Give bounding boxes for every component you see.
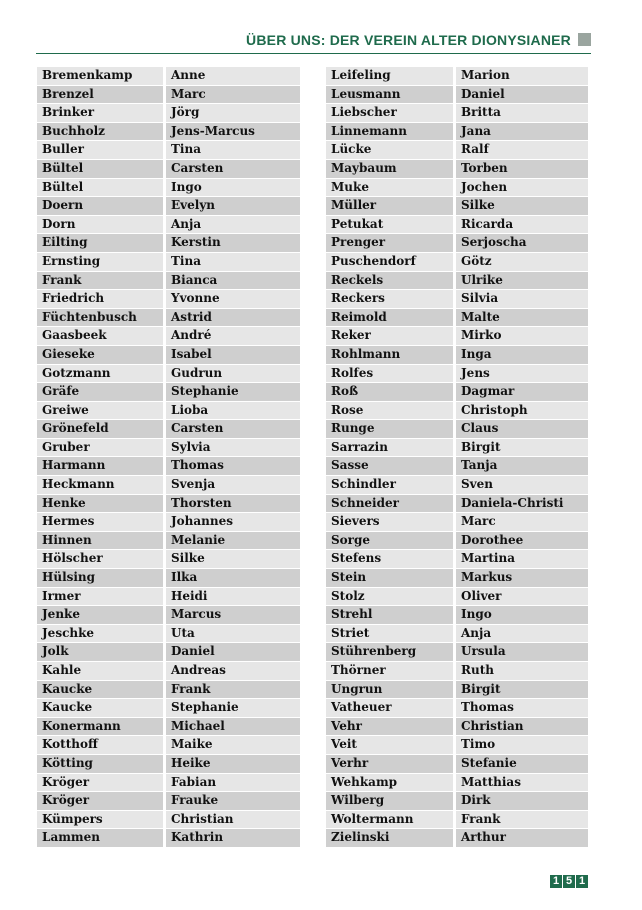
member-row [37,365,300,384]
member-first-name: Bianca [166,272,300,290]
member-row [37,755,300,774]
member-row [37,550,300,569]
member-row [37,513,300,532]
member-row [37,829,300,848]
member-first-name: Stephanie [166,699,300,717]
member-last-name: Buchholz [37,123,163,141]
member-row [326,606,588,625]
member-row [37,495,300,514]
member-row [37,402,300,421]
member-last-name: Muke [326,179,453,197]
member-last-name: Hülsing [37,569,163,587]
member-row [37,792,300,811]
member-first-name: Torben [456,160,588,178]
member-first-name: Marc [456,513,588,531]
member-last-name: Gruber [37,439,163,457]
member-last-name: Irmer [37,588,163,606]
member-last-name: Prenger [326,234,453,252]
member-row [37,681,300,700]
member-row [37,67,300,86]
member-last-name: Wehkamp [326,774,453,792]
member-first-name: Ulrike [456,272,588,290]
member-first-name: Melanie [166,532,300,550]
member-row [326,327,588,346]
member-first-name: Carsten [166,160,300,178]
member-last-name: Veit [326,736,453,754]
member-last-name: Doern [37,197,163,215]
member-first-name: Heidi [166,588,300,606]
member-last-name: Kahle [37,662,163,680]
member-first-name: Marion [456,67,588,85]
member-first-name: Johannes [166,513,300,531]
member-last-name: Frank [37,272,163,290]
member-last-name: Maybaum [326,160,453,178]
member-first-name: Thomas [166,457,300,475]
member-first-name: Anne [166,67,300,85]
member-last-name: Kaucke [37,699,163,717]
member-row [37,383,300,402]
member-first-name: Inga [456,346,588,364]
member-row [326,550,588,569]
member-row [37,718,300,737]
member-last-name: Ernsting [37,253,163,271]
member-last-name: Leifeling [326,67,453,85]
member-last-name: Bültel [37,160,163,178]
member-last-name: Schindler [326,476,453,494]
member-list-left [37,67,300,848]
member-row [326,829,588,848]
member-row [37,439,300,458]
member-first-name: Thomas [456,699,588,717]
member-last-name: Sasse [326,457,453,475]
member-last-name: Kümpers [37,811,163,829]
member-first-name: Svenja [166,476,300,494]
member-first-name: Silke [166,550,300,568]
member-first-name: Arthur [456,829,588,847]
member-last-name: Grönefeld [37,420,163,438]
member-first-name: Jana [456,123,588,141]
member-last-name: Reimold [326,309,453,327]
member-last-name: Rolfes [326,365,453,383]
member-first-name: Marcus [166,606,300,624]
member-row [37,327,300,346]
member-first-name: Anja [456,625,588,643]
member-last-name: Jolk [37,643,163,661]
member-first-name: Ursula [456,643,588,661]
member-first-name: Isabel [166,346,300,364]
member-last-name: Vehr [326,718,453,736]
member-row [326,513,588,532]
member-last-name: Harmann [37,457,163,475]
member-last-name: Stein [326,569,453,587]
member-row [326,699,588,718]
member-last-name: Linnemann [326,123,453,141]
member-first-name: Astrid [166,309,300,327]
member-row [326,346,588,365]
member-last-name: Dorn [37,216,163,234]
member-row [37,197,300,216]
member-first-name: Frank [166,681,300,699]
member-row [326,67,588,86]
member-last-name: Wilberg [326,792,453,810]
member-row [37,346,300,365]
member-row [37,625,300,644]
member-first-name: Britta [456,104,588,122]
member-last-name: Brinker [37,104,163,122]
member-first-name: Oliver [456,588,588,606]
member-first-name: Malte [456,309,588,327]
member-row [326,197,588,216]
member-first-name: Ilka [166,569,300,587]
page-header [36,31,591,53]
member-row [326,662,588,681]
member-last-name: Jeschke [37,625,163,643]
member-row [37,179,300,198]
member-row [326,625,588,644]
member-last-name: Rose [326,402,453,420]
member-last-name: Kröger [37,774,163,792]
member-first-name: Ruth [456,662,588,680]
member-last-name: Leusmann [326,86,453,104]
member-first-name: Uta [166,625,300,643]
member-first-name: Jochen [456,179,588,197]
page-number-digit: 1 [576,875,588,888]
member-row [37,160,300,179]
member-row [326,216,588,235]
member-row [326,234,588,253]
member-row [326,420,588,439]
member-first-name: Anja [166,216,300,234]
member-first-name: Silvia [456,290,588,308]
member-first-name: Maike [166,736,300,754]
member-first-name: Michael [166,718,300,736]
member-row [326,532,588,551]
member-row [326,439,588,458]
member-row [37,141,300,160]
member-first-name: Martina [456,550,588,568]
member-last-name: Kröger [37,792,163,810]
member-first-name: Daniela-Christi [456,495,588,513]
member-row [326,123,588,142]
member-last-name: Kötting [37,755,163,773]
member-row [326,365,588,384]
member-row [37,216,300,235]
member-last-name: Friedrich [37,290,163,308]
member-last-name: Eilting [37,234,163,252]
member-first-name: Dagmar [456,383,588,401]
member-last-name: Gaasbeek [37,327,163,345]
member-row [326,774,588,793]
member-last-name: Brenzel [37,86,163,104]
member-last-name: Vatheuer [326,699,453,717]
member-row [37,662,300,681]
member-first-name: Frank [456,811,588,829]
member-first-name: Ralf [456,141,588,159]
page-number-digit: 1 [550,875,562,888]
member-last-name: Stolz [326,588,453,606]
member-first-name: Frauke [166,792,300,810]
member-last-name: Füchtenbusch [37,309,163,327]
member-first-name: Silke [456,197,588,215]
member-row [37,272,300,291]
member-first-name: Ingo [166,179,300,197]
member-last-name: Strehl [326,606,453,624]
member-last-name: Reckers [326,290,453,308]
member-first-name: Serjoscha [456,234,588,252]
member-first-name: Sylvia [166,439,300,457]
member-row [37,457,300,476]
member-first-name: Ingo [456,606,588,624]
member-last-name: Greiwe [37,402,163,420]
member-first-name: Thorsten [166,495,300,513]
member-last-name: Petukat [326,216,453,234]
member-first-name: Fabian [166,774,300,792]
member-last-name: Kotthoff [37,736,163,754]
member-row [326,309,588,328]
member-row [37,736,300,755]
member-first-name: Carsten [166,420,300,438]
member-first-name: Lioba [166,402,300,420]
member-row [326,792,588,811]
member-first-name: Mirko [456,327,588,345]
member-first-name: Gudrun [166,365,300,383]
member-first-name: Claus [456,420,588,438]
member-last-name: Zielinski [326,829,453,847]
member-first-name: Jörg [166,104,300,122]
member-row [37,588,300,607]
member-last-name: Gieseke [37,346,163,364]
member-last-name: Reckels [326,272,453,290]
member-last-name: Konermann [37,718,163,736]
member-first-name: Yvonne [166,290,300,308]
member-last-name: Gotzmann [37,365,163,383]
member-last-name: Sievers [326,513,453,531]
member-first-name: Daniel [456,86,588,104]
member-last-name: Gräfe [37,383,163,401]
member-row [37,532,300,551]
member-first-name: Ricarda [456,216,588,234]
member-last-name: Ungrun [326,681,453,699]
member-row [37,606,300,625]
member-last-name: Bremenkamp [37,67,163,85]
member-row [37,290,300,309]
member-row [37,104,300,123]
member-row [37,123,300,142]
member-row [326,718,588,737]
member-first-name: Matthias [456,774,588,792]
member-first-name: Jens-Marcus [166,123,300,141]
member-last-name: Heckmann [37,476,163,494]
member-row [37,234,300,253]
member-first-name: Stephanie [166,383,300,401]
member-last-name: Liebscher [326,104,453,122]
member-first-name: Marc [166,86,300,104]
member-row [37,643,300,662]
member-row [326,457,588,476]
member-first-name: Andreas [166,662,300,680]
member-row [326,476,588,495]
member-last-name: Sorge [326,532,453,550]
member-first-name: Evelyn [166,197,300,215]
member-row [37,476,300,495]
member-last-name: Kaucke [37,681,163,699]
member-row [326,86,588,105]
member-first-name: Tanja [456,457,588,475]
member-first-name: Christian [456,718,588,736]
member-list-right [326,67,588,848]
member-last-name: Hölscher [37,550,163,568]
member-row [326,681,588,700]
member-last-name: Puschendorf [326,253,453,271]
member-row [37,811,300,830]
member-row [326,588,588,607]
member-first-name: Timo [456,736,588,754]
member-row [326,811,588,830]
member-first-name: Tina [166,253,300,271]
member-row [37,86,300,105]
member-first-name: Jens [456,365,588,383]
member-row [326,179,588,198]
member-last-name: Bültel [37,179,163,197]
member-first-name: Heike [166,755,300,773]
member-first-name: Götz [456,253,588,271]
member-last-name: Verhr [326,755,453,773]
member-first-name: Sven [456,476,588,494]
member-last-name: Buller [37,141,163,159]
member-first-name: Christoph [456,402,588,420]
member-row [326,141,588,160]
page-number-digit: 5 [563,875,575,888]
member-first-name: Daniel [166,643,300,661]
member-last-name: Lammen [37,829,163,847]
member-first-name: Dorothee [456,532,588,550]
member-row [326,402,588,421]
member-row [37,420,300,439]
member-row [326,569,588,588]
header-divider [36,53,591,54]
member-first-name: Dirk [456,792,588,810]
member-first-name: Birgit [456,439,588,457]
member-last-name: Stührenberg [326,643,453,661]
member-row [37,253,300,272]
member-row [37,699,300,718]
member-last-name: Jenke [37,606,163,624]
member-last-name: Schneider [326,495,453,513]
member-last-name: Sarrazin [326,439,453,457]
member-first-name: Stefanie [456,755,588,773]
member-row [37,309,300,328]
member-last-name: Hermes [37,513,163,531]
member-row [326,272,588,291]
member-last-name: Roß [326,383,453,401]
member-last-name: Woltermann [326,811,453,829]
member-last-name: Müller [326,197,453,215]
member-last-name: Reker [326,327,453,345]
member-last-name: Stefens [326,550,453,568]
member-last-name: Hinnen [37,532,163,550]
member-last-name: Striet [326,625,453,643]
member-row [326,643,588,662]
member-row [326,383,588,402]
member-last-name: Runge [326,420,453,438]
member-row [326,495,588,514]
member-first-name: Birgit [456,681,588,699]
member-row [326,104,588,123]
member-last-name: Henke [37,495,163,513]
member-row [326,253,588,272]
member-first-name: Tina [166,141,300,159]
member-row [37,774,300,793]
member-row [326,290,588,309]
member-first-name: Markus [456,569,588,587]
member-first-name: André [166,327,300,345]
member-row [326,755,588,774]
member-last-name: Lücke [326,141,453,159]
page-number [550,875,588,888]
member-last-name: Rohlmann [326,346,453,364]
header-square-icon [578,33,591,46]
member-first-name: Kerstin [166,234,300,252]
member-last-name: Thörner [326,662,453,680]
member-first-name: Kathrin [166,829,300,847]
member-row [326,736,588,755]
member-row [326,160,588,179]
page-title: ÜBER UNS: DER VEREIN ALTER DIONYSIANER [246,32,571,48]
member-row [37,569,300,588]
member-first-name: Christian [166,811,300,829]
